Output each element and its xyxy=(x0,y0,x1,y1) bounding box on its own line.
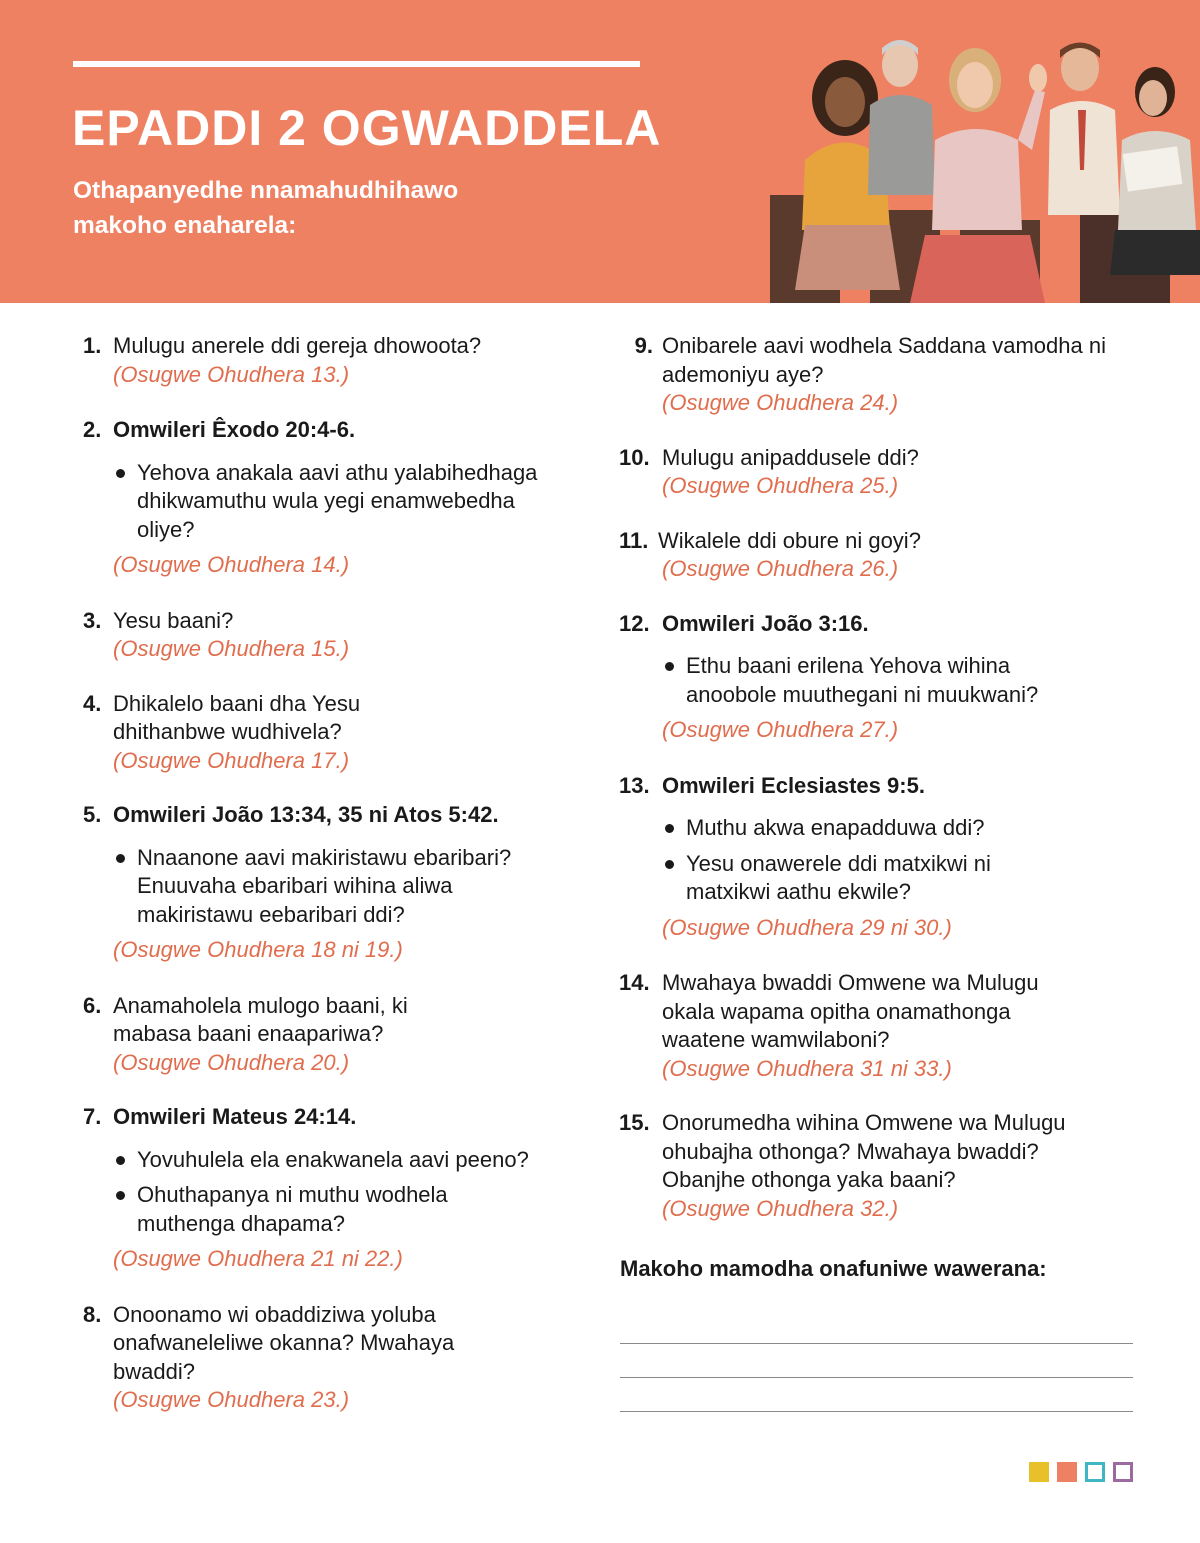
study-reference: (Osugwe Ohudhera 31 ni 33.) xyxy=(662,1055,952,1081)
question-text: Mulugu anerele ddi gereja dhowoota? xyxy=(113,333,482,358)
question-8 xyxy=(83,1301,573,1415)
question-number: 13. xyxy=(619,772,650,798)
skirt-shape xyxy=(910,235,1045,303)
hand-shape xyxy=(1029,64,1047,92)
torso-shape xyxy=(868,95,935,195)
bullet-item: Yesu onawerele ddi matxikwi ni matxikwi aathu ekwile? xyxy=(662,850,996,907)
question-number: 8. xyxy=(83,1301,102,1327)
question-number: 2. xyxy=(83,417,102,442)
face-shape xyxy=(957,62,993,108)
question-text: Omwileri Mateus 24:14. xyxy=(113,1104,357,1129)
question-bullets xyxy=(113,1146,573,1239)
page-subtitle: Othapanyedhe nnamahudhihawo makoho enaharela: xyxy=(73,177,459,239)
question-4 xyxy=(83,690,573,776)
question-number: 11. xyxy=(619,527,649,553)
bullet-item: Yovuhulela ela enakwanela aavi peeno? xyxy=(113,1146,573,1175)
question-text: Omwileri Eclesiastes 9:5. xyxy=(662,772,925,798)
extra-questions-label: Makoho mamodha onafuniwe wawerana: xyxy=(620,1256,1047,1281)
question-text: Mulugu anipaddusele ddi? xyxy=(662,444,919,470)
question-number: 3. xyxy=(83,607,102,633)
study-reference: (Osugwe Ohudhera 20.) xyxy=(113,1049,350,1075)
study-reference: (Osugwe Ohudhera 27.) xyxy=(662,717,899,742)
question-text: Wikalele ddi obure ni goyi? xyxy=(658,527,921,553)
question-12 xyxy=(619,610,1139,745)
face-shape xyxy=(1139,80,1167,116)
skirt-shape xyxy=(1110,230,1200,275)
question-number: 4. xyxy=(83,690,102,716)
question-15 xyxy=(619,1109,1139,1223)
study-reference: (Osugwe Ohudhera 24.) xyxy=(662,390,899,415)
question-bullets xyxy=(113,459,573,545)
question-number: 5. xyxy=(83,802,102,827)
question-number: 15. xyxy=(619,1110,650,1135)
page-title: EPADDI 2 OGWADDELA xyxy=(72,100,662,156)
question-text: Omwileri João 13:34, 35 ni Atos 5:42. xyxy=(113,802,499,827)
question-10 xyxy=(619,444,1139,501)
question-9 xyxy=(619,332,1139,418)
teal-outline-square-icon xyxy=(1085,1462,1105,1482)
question-text: Mwahaya bwaddi Omwene wa Mulugu okala wapama opitha onamathonga waatene wamwilaboni? xyxy=(662,970,1039,1052)
study-reference: (Osugwe Ohudhera 14.) xyxy=(113,552,350,577)
question-number: 10. xyxy=(619,444,650,470)
question-number: 12. xyxy=(619,610,650,636)
question-text: Dhikalelo baani dha Yesu dhithanbwe wudhivela? xyxy=(113,690,361,744)
torso-shape xyxy=(932,129,1022,230)
question-13 xyxy=(619,772,1139,943)
study-reference: (Osugwe Ohudhera 17.) xyxy=(113,747,350,773)
people-illustration xyxy=(760,30,1200,303)
question-1 xyxy=(83,332,573,389)
question-11 xyxy=(619,527,1139,584)
question-number: 9. xyxy=(634,333,653,358)
study-reference: (Osugwe Ohudhera 29 ni 30.) xyxy=(662,914,952,940)
question-2 xyxy=(83,416,573,580)
face-shape xyxy=(825,77,865,127)
bullet-item: Nnaanone aavi makiristawu ebaribari? Enuuvaha ebaribari wihina aliwa makiristawu eebaribari ddi? xyxy=(113,844,537,930)
question-14 xyxy=(619,969,1139,1083)
yellow-square-icon xyxy=(1029,1462,1049,1482)
skirt-shape xyxy=(795,225,900,290)
bullet-item: Yehova anakala aavi athu yalabihedhaga dhikwamuthu wula yegi enamwebedha oliye? xyxy=(113,459,573,545)
paper-shape xyxy=(1123,146,1183,191)
question-3 xyxy=(83,607,573,664)
question-text: Omwileri João 3:16. xyxy=(662,610,869,636)
question-text: Anamaholela mulogo baani, ki mabasa baani enaapariwa? xyxy=(113,992,408,1046)
writing-line xyxy=(620,1343,1133,1344)
header-banner xyxy=(0,0,1200,303)
purple-outline-square-icon xyxy=(1113,1462,1133,1482)
question-text: Onoonamo wi obaddiziwa yoluba onafwaneleliwe okanna? Mwahaya bwaddi? xyxy=(113,1301,455,1384)
question-number: 7. xyxy=(83,1104,102,1129)
question-number: 1. xyxy=(83,333,102,358)
study-reference: (Osugwe Ohudhera 32.) xyxy=(662,1195,899,1221)
question-7 xyxy=(83,1103,573,1274)
header-rule xyxy=(73,61,640,67)
question-text: Onorumedha wihina Omwene wa Mulugu ohubajha othonga? Mwahaya bwaddi? Obanjhe othonga yaka baani? xyxy=(662,1110,1066,1192)
study-reference: (Osugwe Ohudhera 15.) xyxy=(113,636,350,661)
writing-line xyxy=(620,1411,1133,1412)
question-bullets xyxy=(113,844,573,930)
study-reference: (Osugwe Ohudhera 21 ni 22.) xyxy=(113,1246,403,1271)
question-5 xyxy=(83,801,573,965)
writing-line xyxy=(620,1377,1133,1378)
study-reference: (Osugwe Ohudhera 23.) xyxy=(113,1387,350,1412)
question-text: Onibarele aavi wodhela Saddana vamodha ni ademoniyu aye? xyxy=(662,333,1106,387)
study-reference: (Osugwe Ohudhera 18 ni 19.) xyxy=(113,937,403,962)
question-text: Yesu baani? xyxy=(113,607,234,633)
question-text: Omwileri Êxodo 20:4-6. xyxy=(113,417,356,442)
question-number: 6. xyxy=(83,992,102,1018)
bullet-item: Ethu baani erilena Yehova wihina anoobole muuthegani ni muukwani? xyxy=(662,652,1066,709)
orange-square-icon xyxy=(1057,1462,1077,1482)
study-reference: (Osugwe Ohudhera 26.) xyxy=(662,556,899,581)
questions-right-column xyxy=(619,332,1139,1223)
question-bullets xyxy=(662,814,1139,907)
bullet-item: Muthu akwa enapadduwa ddi? xyxy=(662,814,1139,843)
question-6 xyxy=(83,992,573,1078)
study-reference: (Osugwe Ohudhera 13.) xyxy=(113,361,350,387)
study-reference: (Osugwe Ohudhera 25.) xyxy=(662,473,899,498)
bullet-item: Ohuthapanya ni muthu wodhela muthenga dhapama? xyxy=(113,1181,477,1238)
questions-left-column xyxy=(83,332,573,1415)
question-bullets xyxy=(662,652,1139,709)
arm-shape xyxy=(1018,90,1045,150)
question-number: 14. xyxy=(619,970,650,995)
